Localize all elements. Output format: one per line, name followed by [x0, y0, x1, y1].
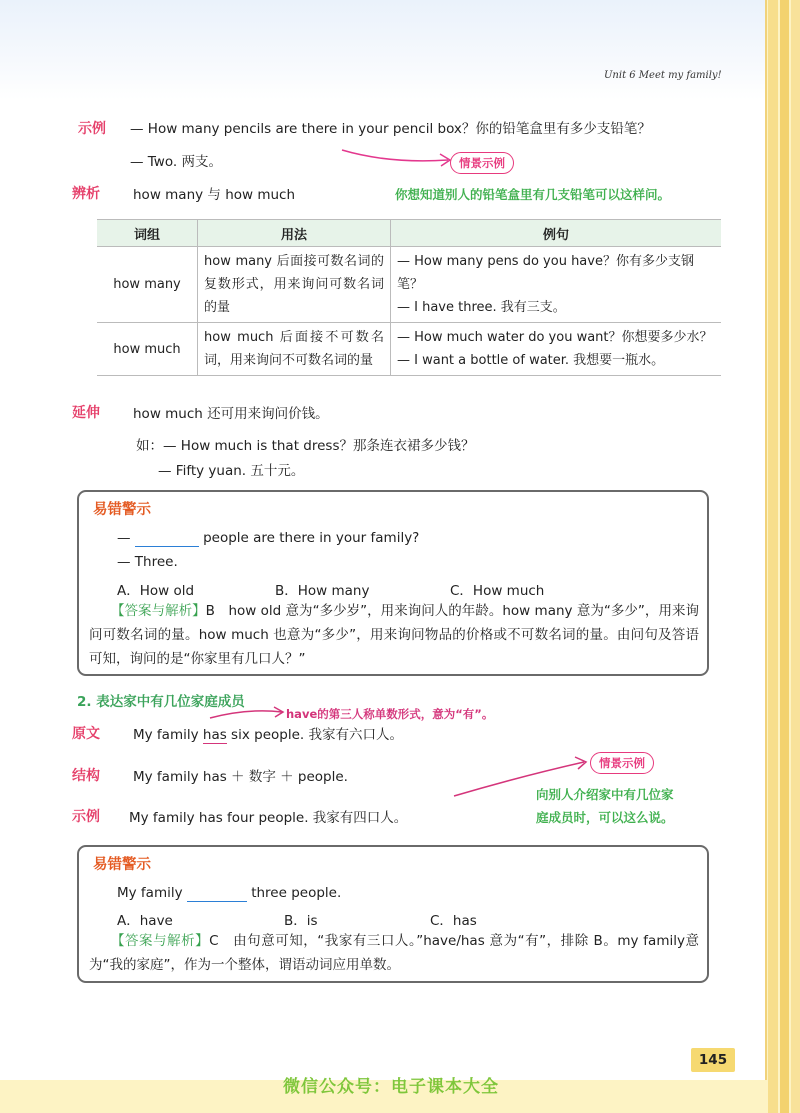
arrow-icon	[340, 142, 460, 172]
original-after: six people. 我家有六口人。	[226, 727, 403, 743]
original-tag: 原文	[72, 723, 100, 743]
example-sentence: — I have three. 我有三支。	[397, 300, 566, 315]
example-question: — How many pencils are there in your pencil box？你的铅笔盒里有多少支铅笔？	[130, 121, 651, 137]
handwritten-note: have的第三人称单数形式，意为“有”。	[286, 707, 494, 721]
example-tag: 示例	[72, 806, 100, 826]
usage-cell: how many 后面接可数名词的复数形式，用来询问可数名词的量	[198, 247, 391, 323]
example-sentence: — How many pens do you have？你有多少支钢笔？	[397, 254, 694, 292]
page-header-band	[0, 0, 765, 100]
question-prefix: My family	[117, 885, 183, 901]
answer-line: — Three.	[117, 554, 178, 570]
handwritten-note: 向别人介绍家中有几位家	[536, 787, 674, 802]
page-edge	[780, 0, 789, 1113]
option-a: A．have	[117, 913, 173, 929]
option-c: C．How much	[450, 583, 545, 599]
example-cell	[391, 323, 722, 376]
answer-label: 【答案与解析】	[111, 603, 206, 619]
scene-example-bubble: 情景示例	[450, 152, 514, 174]
structure-tag: 结构	[72, 765, 100, 785]
original-before: My family	[133, 727, 203, 743]
table-header-row	[97, 220, 721, 247]
example-cell	[391, 247, 722, 323]
page-edge	[768, 0, 778, 1113]
watermark: 微信公众号：电子课本大全	[283, 1077, 499, 1097]
table-row	[97, 323, 721, 376]
answer-blank	[187, 885, 247, 902]
handwritten-note: 庭成员时，可以这么说。	[536, 810, 674, 825]
table-row	[97, 247, 721, 323]
answer-text: B how old 意为“多少岁”，用来询问人的年龄。how many 意为“多少”，用来询问可数名词的量。how much 也意为“多少”，用来询问物品的价格或不可数名词的量。由问句及答语可知，询问的是“你家里有几口人？”	[89, 603, 699, 667]
question-suffix: three people.	[251, 885, 342, 901]
answer-label: 【答案与解析】	[111, 933, 210, 949]
option-b: B．How many	[275, 583, 370, 599]
example-tag: 示例	[78, 118, 106, 138]
phrase-cell: how many	[97, 247, 198, 323]
table-header: 用法	[198, 220, 391, 247]
answer-text: C 由句意可知，“我家有三口人。”have/has 意为“有”，排除 B。my family意为“我的家庭”，作为一个整体，谓语动词应用单数。	[89, 933, 699, 973]
option-a: A．How old	[117, 583, 195, 599]
usage-cell: how much 后面接不可数名词，用来询问不可数名词的量	[198, 323, 391, 376]
table-header: 词组	[97, 220, 198, 247]
option-b: B．is	[284, 913, 318, 929]
scene-example-bubble: 情景示例	[590, 752, 654, 774]
question-line	[117, 885, 341, 902]
question-prefix: —	[117, 530, 131, 546]
answer-explanation	[89, 929, 699, 977]
warning-title: 易错警示	[93, 853, 151, 874]
phrase-cell: how much	[97, 323, 198, 376]
page-edge	[791, 0, 800, 1113]
extend-tag: 延伸	[72, 402, 100, 422]
warning-title: 易错警示	[93, 498, 151, 519]
question-suffix: people are there in your family?	[203, 530, 420, 546]
section-title: 2. 表达家中有几位家庭成员	[77, 694, 245, 710]
handwritten-note: 你想知道别人的铅笔盒里有几支铅笔可以这样问。	[395, 187, 671, 202]
arrow-icon	[208, 704, 288, 722]
answer-blank	[135, 530, 199, 547]
example-sentence: — How much water do you want？你想要多少水？	[397, 330, 713, 345]
example-sentence: — I want a bottle of water. 我想要一瓶水。	[397, 353, 665, 368]
option-c: C．has	[430, 913, 477, 929]
page-number: 145	[691, 1048, 735, 1072]
analysis-text: how many 与 how much	[133, 187, 296, 203]
extend-text: how much 还可用来询问价钱。	[133, 406, 329, 422]
original-sentence	[133, 723, 403, 743]
table-header: 例句	[391, 220, 722, 247]
answer-explanation	[89, 599, 699, 671]
analysis-tag: 辨析	[72, 183, 100, 203]
structure-text: My family has ＋ 数字 ＋ people.	[133, 769, 348, 785]
unit-header: Unit 6 Meet my family!	[604, 70, 722, 81]
error-warning-box	[77, 845, 709, 983]
error-warning-box	[77, 490, 709, 676]
usage-table	[97, 219, 721, 376]
example-sentence: My family has four people. 我家有四口人。	[129, 810, 408, 826]
example-answer: — Two. 两支。	[130, 154, 222, 170]
highlighted-word: has	[202, 727, 227, 743]
extend-example-answer: — Fifty yuan. 五十元。	[158, 463, 305, 479]
extend-example-question: 如：— How much is that dress？那条连衣裙多少钱？	[136, 438, 475, 454]
question-line	[117, 530, 419, 547]
